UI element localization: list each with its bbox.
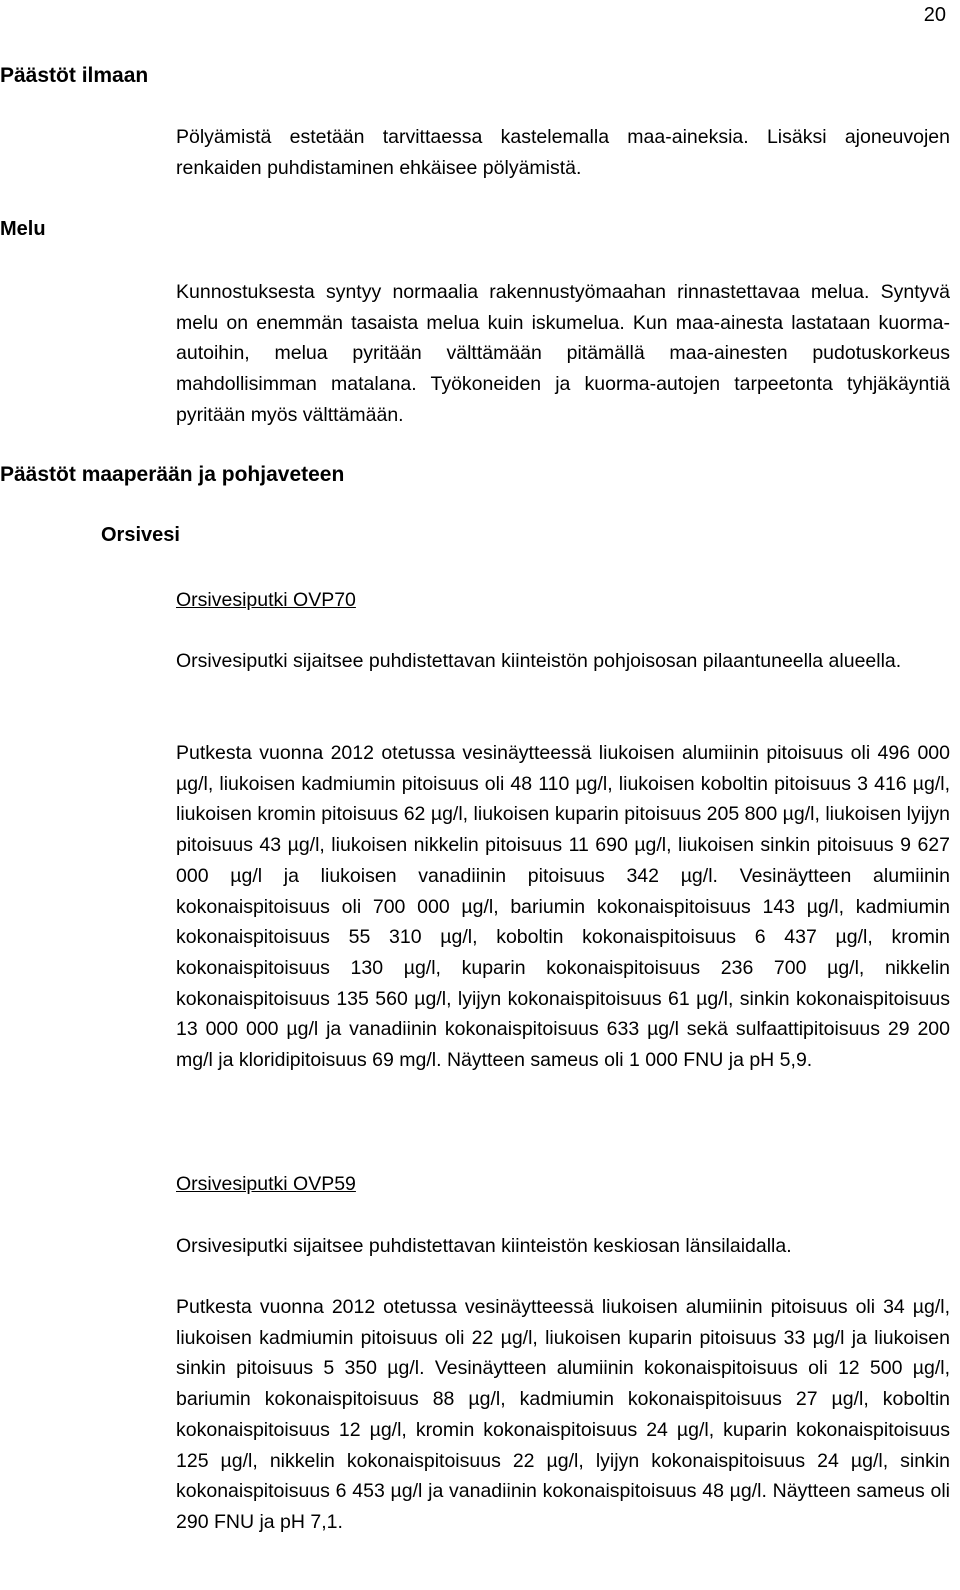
paragraph-ovp70-results: Putkesta vuonna 2012 otetussa vesinäytteessä liukoisen alumiinin pitoisuus oli 496 000 µg/l, liukoisen kadmiumin pitoisuus oli 48 110 µg/l, liukoisen koboltin pitoisuus 3 416 µg/l, liukoisen kromin pitoisuus 62 µg/l, liukoisen kuparin pitoisuus 205 800 µg/l, liukoisen lyijyn pitoisuus 43 µg/l, liukoisen nikkelin pitoisuus 11 690 µg/l, liukoisen sinkin pitoisuus 9 627 000 µg/l ja liukoisen vanadiinin pitoisuus 342 µg/l. Vesinäytteen alumiinin kokonaispitoisuus oli 700 000 µg/l, bariumin kokonaispitoisuus 143 µg/l, kadmiumin kokonaispitoisuus 55 310 µg/l, koboltin kokonaispitoisuus 6 437 µg/l, kromin kokonaispitoisuus 130 µg/l, kuparin kokonaispitoisuus 236 700 µg/l, nikkelin kokonaispitoisuus 135 560 µg/l, lyijyn kokonaispitoisuus 61 µg/l, sinkin kokonaispitoisuus 13 000 000 µg/l ja vanadiinin kokonaispitoisuus 633 µg/l sekä sulfaattipitoisuus 29 200 mg/l ja kloridipitoisuus 69 mg/l. Näytteen sameus oli 1 000 FNU ja pH 5,9. bbox=[176, 742, 950, 1072]
page-number: 20 bbox=[923, 4, 946, 26]
title-ovp70: Orsivesiputki OVP70 bbox=[176, 589, 356, 611]
paragraph-dust-control: Pölyämistä estetään tarvittaessa kastelemalla maa-aineksia. Lisäksi ajoneuvojen renkaiden puhdistaminen ehkäisee pölyämistä. bbox=[176, 126, 950, 179]
heading-emissions-air: Päästöt ilmaan bbox=[0, 64, 149, 87]
paragraph-noise: Kunnostuksesta syntyy normaalia rakennustyömaahan rinnastettavaa melua. Syntyvä melu on enemmän tasaista melua kuin iskumelua. Kun maa-ainesta lastataan kuorma-autoihin, melua pyritään välttämään pitämällä maa-ainesten pudotuskorkeus mahdollisimman matalana. Työkoneiden ja kuorma-autojen tarpeetonta tyhjäkäyntiä pyritään myös välttämään. bbox=[176, 281, 950, 426]
paragraph-ovp59-results: Putkesta vuonna 2012 otetussa vesinäytteessä liukoisen alumiinin pitoisuus oli 34 µg/l, liukoisen kadmiumin pitoisuus oli 22 µg/l, liukoisen kuparin pitoisuus 33 µg/l ja liukoisen sinkin pitoisuus 5 350 µg/l. Vesinäytteen alumiinin kokonaispitoisuus oli 12 500 µg/l, bariumin kokonaispitoisuus 88 µg/l, kadmiumin kokonaispitoisuus 27 µg/l, koboltin kokonaispitoisuus 12 µg/l, kromin kokonaispitoisuus 24 µg/l, kuparin kokonaispitoisuus 125 µg/l, nikkelin kokonaispitoisuus 22 µg/l, lyijyn kokonaispitoisuus 24 µg/l, sinkin kokonaispitoisuus 6 453 µg/l ja vanadiinin kokonaispitoisuus 48 µg/l. Näytteen sameus oli 290 FNU ja pH 7,1. bbox=[176, 1296, 950, 1533]
side-label-noise: Melu bbox=[0, 218, 46, 240]
subheading-perched-water: Orsivesi bbox=[101, 524, 180, 546]
heading-emissions-soil: Päästöt maaperään ja pohjaveteen bbox=[0, 463, 345, 486]
paragraph-ovp70-location: Orsivesiputki sijaitsee puhdistettavan kiinteistön pohjoisosan pilaantuneella alueella. bbox=[176, 650, 902, 672]
paragraph-ovp59-location: Orsivesiputki sijaitsee puhdistettavan kiinteistön keskiosan länsilaidalla. bbox=[176, 1235, 792, 1257]
title-ovp59: Orsivesiputki OVP59 bbox=[176, 1173, 356, 1195]
